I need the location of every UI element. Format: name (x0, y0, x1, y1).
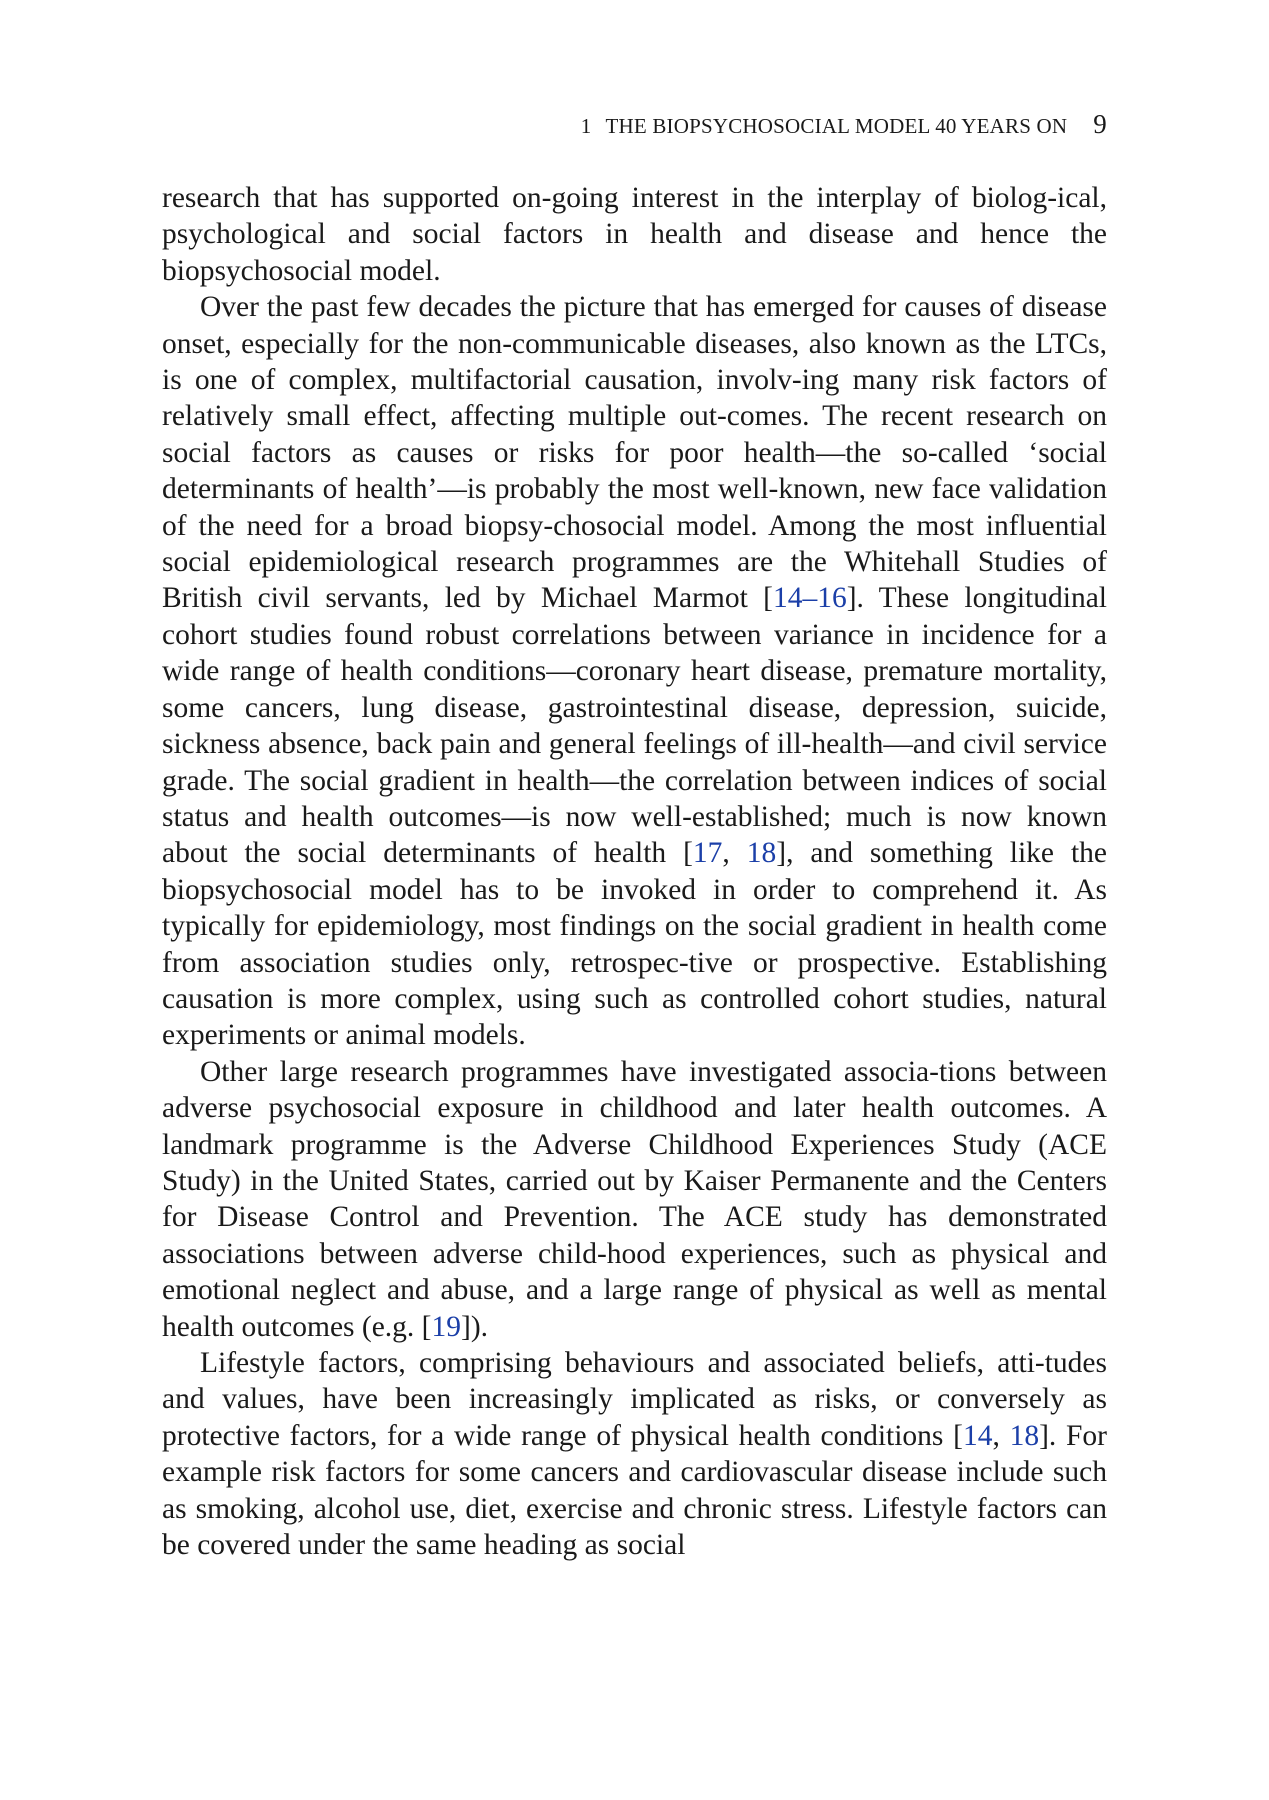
citation-link[interactable]: 14 (962, 1419, 993, 1452)
paragraph (162, 180, 1107, 289)
running-head-title: THE BIOPSYCHOSOCIAL MODEL 40 YEARS ON (605, 114, 1068, 138)
paragraph-text: research that has supported on-going interest in the interplay of biolog-ical, psychological and social factors in health and disease and hence the biopsychosocial model. (162, 182, 1107, 287)
paragraph-text: , (992, 1419, 1010, 1452)
citation-link[interactable]: 19 (431, 1310, 462, 1343)
paragraph (162, 1054, 1107, 1345)
paragraph-text: ]. For example risk factors for some cancers and cardiovascular disease include such as smoking, alcohol use, diet, exercise and chronic stress. Lifestyle factors can be covered under the same heading as social (162, 1419, 1107, 1562)
paragraph (162, 1345, 1107, 1563)
paragraph-text: ]). (461, 1310, 489, 1343)
paragraph-text: , (722, 837, 747, 870)
citation-link[interactable]: 14–16 (772, 582, 847, 615)
paragraph (162, 289, 1107, 1054)
chapter-number: 1 (580, 114, 592, 138)
body-text (162, 180, 1107, 1563)
paragraph-text: Lifestyle factors, comprising behaviours and associated beliefs, atti-tudes and values, have been increasingly implicated as risks, or conversely as protective factors, for a wide range of physical health conditions [ (162, 1347, 1107, 1452)
paragraph-text: ]. These longitudinal cohort studies found robust correlations between variance in incidence for a wide range of health conditions—coronary heart disease, premature mortality, some cancers, lung disease, gastrointestinal disease, depression, suicide, sickness absence, back pain and general feelings of ill-health—and civil service grade. The social gradient in health—the correlation between indices of social status and health outcomes—is now well-established; much is now known about the social determinants of health [ (162, 582, 1107, 870)
citation-link[interactable]: 18 (1009, 1419, 1040, 1452)
paragraph-text: Over the past few decades the picture that has emerged for causes of disease onset, especially for the non-communicable diseases, also known as the LTCs, is one of complex, multifactorial causation, involv-ing many risk factors of relatively small effect, affecting multiple out-comes. The recent research on social factors as causes or risks for poor health—the so-called ‘social determinants of health’—is probably the most well-known, new face validation of the need for a broad biopsy-chosocial model. Among the most influential social epidemiological research programmes are the Whitehall Studies of British civil servants, led by Michael Marmot [ (162, 291, 1107, 615)
citation-link[interactable]: 17 (692, 837, 723, 870)
paragraph-text: Other large research programmes have investigated associa-tions between adverse psychosocial exposure in childhood and later health outcomes. A landmark programme is the Adverse Childhood Experiences Study (ACE Study) in the United States, carried out by Kaiser Permanente and the Centers for Disease Control and Prevention. The ACE study has demonstrated associations between adverse child-hood experiences, such as physical and emotional neglect and abuse, and a large range of physical as well as mental health outcomes (e.g. [ (162, 1055, 1107, 1343)
running-head (162, 108, 1107, 142)
paragraph-text: ], and something like the biopsychosocial model has to be invoked in order to comprehend it. As typically for epidemiology, most findings on the social gradient in health come from association studies only, retrospec-tive or prospective. Establishing causation is more complex, using such as controlled cohort studies, natural experiments or animal models. (162, 837, 1108, 1052)
page-number: 9 (1093, 109, 1107, 139)
citation-link[interactable]: 18 (746, 837, 777, 870)
